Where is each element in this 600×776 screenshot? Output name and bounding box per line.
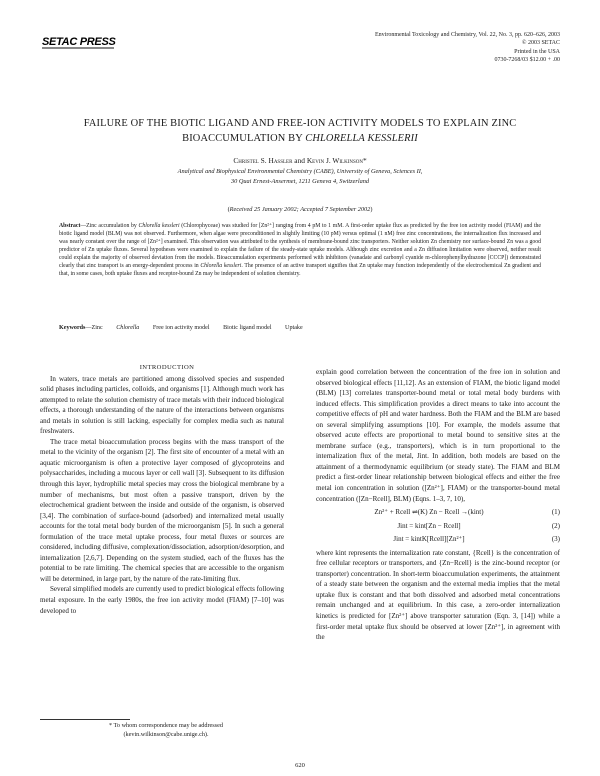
keyword-3: Free ion activity model — [152, 325, 210, 331]
abstract-part-1: —Zinc accumulation by — [80, 223, 139, 229]
section-heading-introduction: INTRODUCTION — [139, 364, 195, 371]
keywords — [59, 324, 303, 332]
title-main: FAILURE OF THE BIOTIC LIGAND AND FREE-ION ACTIVITY MODELS TO EXPLAIN ZINC BIOACCUMULATION BY — [83, 118, 517, 144]
equation-3 — [316, 534, 560, 545]
left-column — [40, 363, 284, 616]
keyword-1: —Zinc — [85, 325, 103, 331]
author-1: Christel S. Hassler — [233, 156, 293, 165]
intro-paragraph-1: In waters, trace metals are partitioned among dissolved species and suspended solid phases including particles, colloids, and organisms [1]. Although much work has attempted to relate the solution chemistry of trace metals with their induced biological effects, a thorough understanding of the nature of the interactions between organisms and metals in solution is still lacking, especially for complex media such as natural freshwaters. — [40, 374, 284, 436]
equation-1-expression: Zn²⁺ + Rcell ⇌(K) Zn − Rcell →(kint) — [374, 508, 484, 517]
authors — [40, 156, 560, 166]
affiliation-line-1: Analytical and Biophysical Environmental Chemistry (CABE), University of Geneva, Sciences II, — [177, 168, 423, 175]
printed-line: Printed in the USA — [514, 48, 560, 55]
journal-info — [375, 31, 560, 65]
footnote-line-1: * To whom correspondence may be addressed — [109, 722, 223, 729]
issn-line: 0730-7268/03 $12.00 + .00 — [494, 57, 560, 64]
right-paragraph-1: explain good correlation between the concentration of the free ion in solution and observed biological effects [11,12]. As an extension of FIAM, the biotic ligand model (BLM) [13] correlates transporter-bound metal or total metal body burdens with induced effects. This simplification provides a direct means to take into account the competitive effects of pH and water hardness. Both the FIAM and the BLM are based on several simplifying assumptions [10]. For example, the models assume that observed acute effects are proportional to metal bound to sensitive sites at the membrane surface (e.g., transporters), which is in turn proportional to the internalization flux of the metal, Jint. In addition, both models are based on the attainment of a thermodynamic equilibrium (or steady state). The FIAM and BLM predict a first-order linear relationship between biological effects and either the free metal ion concentration in solution ([Zn²⁺], FIAM) or the transporter-bound metal concentration ([Zn−Rcell], BLM) (Eqns. 1–3, 7, 10), — [316, 368, 560, 503]
abstract-part-3: . The presence of an active transport signifies that Zn uptake may function independently of the electrochemical Zn gradient and that, in some cases, both uptake fluxes and receptor-bound Zn may be independent of solution chemistry. — [59, 263, 541, 278]
received-text: Received 25 January 2002; Accepted 7 September 2002 — [229, 206, 371, 213]
copyright-line: © 2003 SETAC — [521, 40, 560, 47]
equation-3-expression: Jint = kintK[Rcell][Zn²⁺] — [393, 535, 465, 544]
affiliation-line-2: 30 Quai Ernest-Ansermet, 1211 Geneva 4, Switzerland — [230, 177, 370, 185]
article-title — [40, 117, 560, 146]
received-dates: (Received 25 January 2002; Accepted 7 September 2002) — [227, 206, 373, 213]
keywords-label: Keywords — [59, 325, 86, 331]
title-species: CHLORELLA KESSLERII — [305, 132, 418, 144]
abstract-part-2: (Chlorophyceae) was studied for [Zn²⁺] ranging from 4 pM to 1 mM. A first-order uptake flux as predicted by the free ion activity model (FIAM) and the biotic ligand model (BLM) was not observed. Furthermore, when algae were preconditioned in slightly limiting (10 pM) versus optimal (1 nM) free zinc concentrations, the internalization flux increased and was nearly constant over the range of [Zn²⁺] examined. This observation was attributed to the synthesis of membrane-bound zinc transporters. Neither solution Zn chemistry nor surface-bound Zn was a good predictor of Zn uptake fluxes. Several hypotheses were examined to explain the failure of the steady-state uptake models. Although zinc excretion and a Zn diffusion limitation were observed, neither result could explain the majority of observed deviation from the models. Bioaccumulation experiments performed with inhibitors (vanadate and carbonyl cyanide m-chlorophenylhydrazone [CCCP]) demonstrated clearly that zinc transport is an energy-dependent process in — [59, 223, 541, 270]
logo-graphic — [40, 31, 118, 51]
keyword-2: Chlorella — [116, 325, 140, 331]
keyword-4: Biotic ligand model — [223, 325, 272, 331]
equation-2-expression: Jint = kint[Zn − Rcell] — [397, 521, 461, 530]
author-2: Kevin J. Wilkinson* — [306, 156, 367, 165]
affiliation — [40, 167, 560, 186]
equation-2 — [316, 521, 560, 532]
keyword-5: Uptake — [285, 325, 303, 331]
abstract-species-1: Chlorella kessleri — [138, 223, 180, 229]
right-column — [316, 367, 560, 643]
setac-press-logo — [40, 31, 118, 51]
logo-text: SETAC PRESS — [42, 36, 116, 48]
journal-citation: Environmental Toxicology and Chemistry, Vol. 22, No. 3, pp. 620–626, 2003 — [374, 32, 560, 38]
footnote-email[interactable]: (kevin.wilkinson@cabe.unige.ch). — [123, 730, 209, 738]
right-paragraph-2: where kint represents the internalization rate constant, {Rcell} is the concentration of free cellular receptors or transporters, and {Zn−Rcell} is the zinc-bound receptor (or transporter) concentration. In short-term bioaccumulation experiments, the attainment of a steady state between the organism and the external media implies that the metal uptake flux is constant and that both dissolved and adsorbed metal concentrations remain unchanged and at equilibrium. In this case, a zero-order internalization kinetics is predicted for [Zn²⁺] above transporter saturation (Eqn. 3, [14]) while a first-order metal uptake flux should be observed at lower [Zn²⁺], in agreement with the — [316, 548, 560, 642]
equation-1 — [316, 507, 560, 518]
equation-2-number: (2) — [551, 521, 560, 530]
equation-3-number: (3) — [551, 535, 560, 544]
abstract — [59, 222, 541, 278]
intro-paragraph-3: Several simplified models are currently used to predict biological effects following metal exposure. In the early 1980s, the free ion activity model (FIAM) [7–10] was developed to — [40, 585, 284, 615]
footnote-rule — [40, 719, 130, 720]
abstract-species-2: Chlorella kessleri — [200, 263, 242, 270]
equation-1-number: (1) — [551, 508, 560, 517]
page-number: 620 — [295, 762, 305, 769]
intro-paragraph-2: The trace metal bioaccumulation process begins with the mass transport of the metal to the vicinity of the organism [2]. The first site of encounter of a metal with an aquatic microorganism is often a protective layer composed of glycoproteins and polysaccharides, including a mucous layer or cell wall [3]. Subsequent to its diffusion through this layer, hydrophilic metal species may cross the biological membrane by a number of mechanisms, but most often a passive transport, driven by the electrochemical gradient between the inside and outside of the organism, is observed [3,4]. The combination of surface-bound (adsorbed) and internalized metal usually accounts for the total metal body burden of the microorganism [5]. In such a general formulation of the trace metal uptake process, four metal fluxes or sources are considered, including diffusive, complexation/dissociation, adsorption/desorption, and internalization [2,6,7]. Depending on the system studied, each of the fluxes has the potential to be rate limiting. The chemical species that are accessible to the organism will be determined, in large part, by the nature of the rate-limiting flux. — [40, 437, 284, 583]
footnote — [48, 722, 284, 739]
abstract-label: Abstract — [59, 223, 81, 229]
author-separator: and — [292, 156, 307, 165]
